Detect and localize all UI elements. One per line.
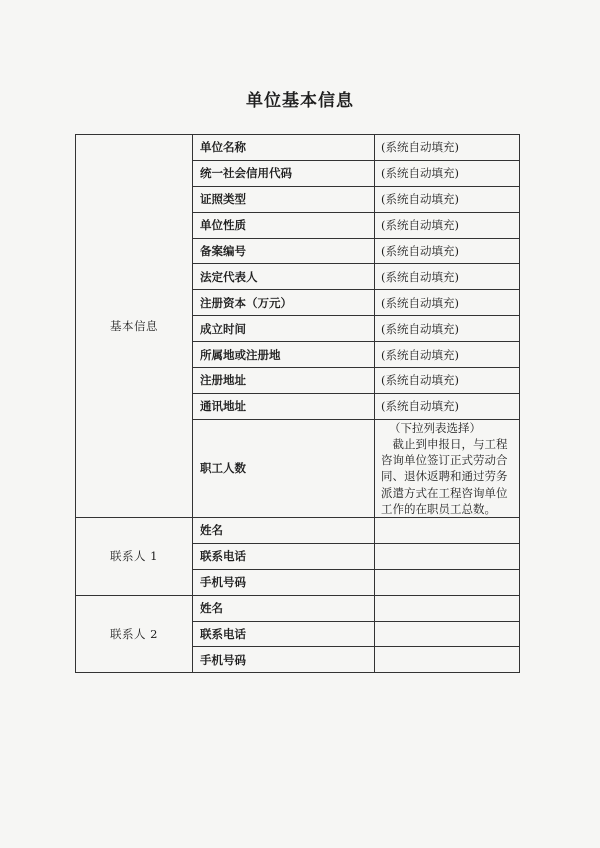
section-label-contact1: 联系人 1 bbox=[76, 518, 193, 596]
field-label: 姓名 bbox=[193, 518, 375, 544]
field-value: (系统自动填充) bbox=[375, 238, 520, 264]
unit-info-table bbox=[75, 134, 520, 673]
field-value: (系统自动填充) bbox=[375, 160, 520, 186]
field-label: 备案编号 bbox=[193, 238, 375, 264]
table-row bbox=[76, 595, 520, 621]
field-label: 成立时间 bbox=[193, 316, 375, 342]
staff-count-hint: （下拉列表选择） bbox=[389, 420, 481, 435]
field-label: 注册资本（万元） bbox=[193, 290, 375, 316]
field-value: (系统自动填充) bbox=[375, 393, 520, 419]
field-value: (系统自动填充) bbox=[375, 290, 520, 316]
field-label: 姓名 bbox=[193, 595, 375, 621]
field-label: 手机号码 bbox=[193, 647, 375, 673]
section-label-contact2: 联系人 2 bbox=[76, 595, 193, 673]
contact1-mobile-input[interactable] bbox=[375, 569, 520, 595]
field-label: 统一社会信用代码 bbox=[193, 160, 375, 186]
field-label: 手机号码 bbox=[193, 569, 375, 595]
table-row bbox=[76, 135, 520, 161]
field-value: (系统自动填充) bbox=[375, 212, 520, 238]
field-value: (系统自动填充) bbox=[375, 135, 520, 161]
field-label: 注册地址 bbox=[193, 368, 375, 394]
section-label-basic: 基本信息 bbox=[76, 135, 193, 518]
field-label: 单位名称 bbox=[193, 135, 375, 161]
field-label: 联系电话 bbox=[193, 621, 375, 647]
field-label: 单位性质 bbox=[193, 212, 375, 238]
field-label: 职工人数 bbox=[193, 419, 375, 517]
field-label: 证照类型 bbox=[193, 186, 375, 212]
contact2-name-input[interactable] bbox=[375, 595, 520, 621]
contact1-phone-input[interactable] bbox=[375, 543, 520, 569]
field-value: (系统自动填充) bbox=[375, 264, 520, 290]
field-value: (系统自动填充) bbox=[375, 186, 520, 212]
field-label: 联系电话 bbox=[193, 543, 375, 569]
table-row bbox=[76, 518, 520, 544]
staff-count-description: 截止到申报日，与工程咨询单位签订正式劳动合同、退休返聘和通过劳务派遣方式在工程咨询单位工作的在职员工总数。 bbox=[381, 437, 508, 516]
staff-count-field[interactable] bbox=[375, 419, 520, 517]
contact2-mobile-input[interactable] bbox=[375, 647, 520, 673]
field-value: (系统自动填充) bbox=[375, 342, 520, 368]
contact1-name-input[interactable] bbox=[375, 518, 520, 544]
page-title: 单位基本信息 bbox=[246, 91, 354, 111]
field-label: 法定代表人 bbox=[193, 264, 375, 290]
contact2-phone-input[interactable] bbox=[375, 621, 520, 647]
field-value: (系统自动填充) bbox=[375, 316, 520, 342]
field-label: 所属地或注册地 bbox=[193, 342, 375, 368]
field-label: 通讯地址 bbox=[193, 393, 375, 419]
field-value: (系统自动填充) bbox=[375, 368, 520, 394]
